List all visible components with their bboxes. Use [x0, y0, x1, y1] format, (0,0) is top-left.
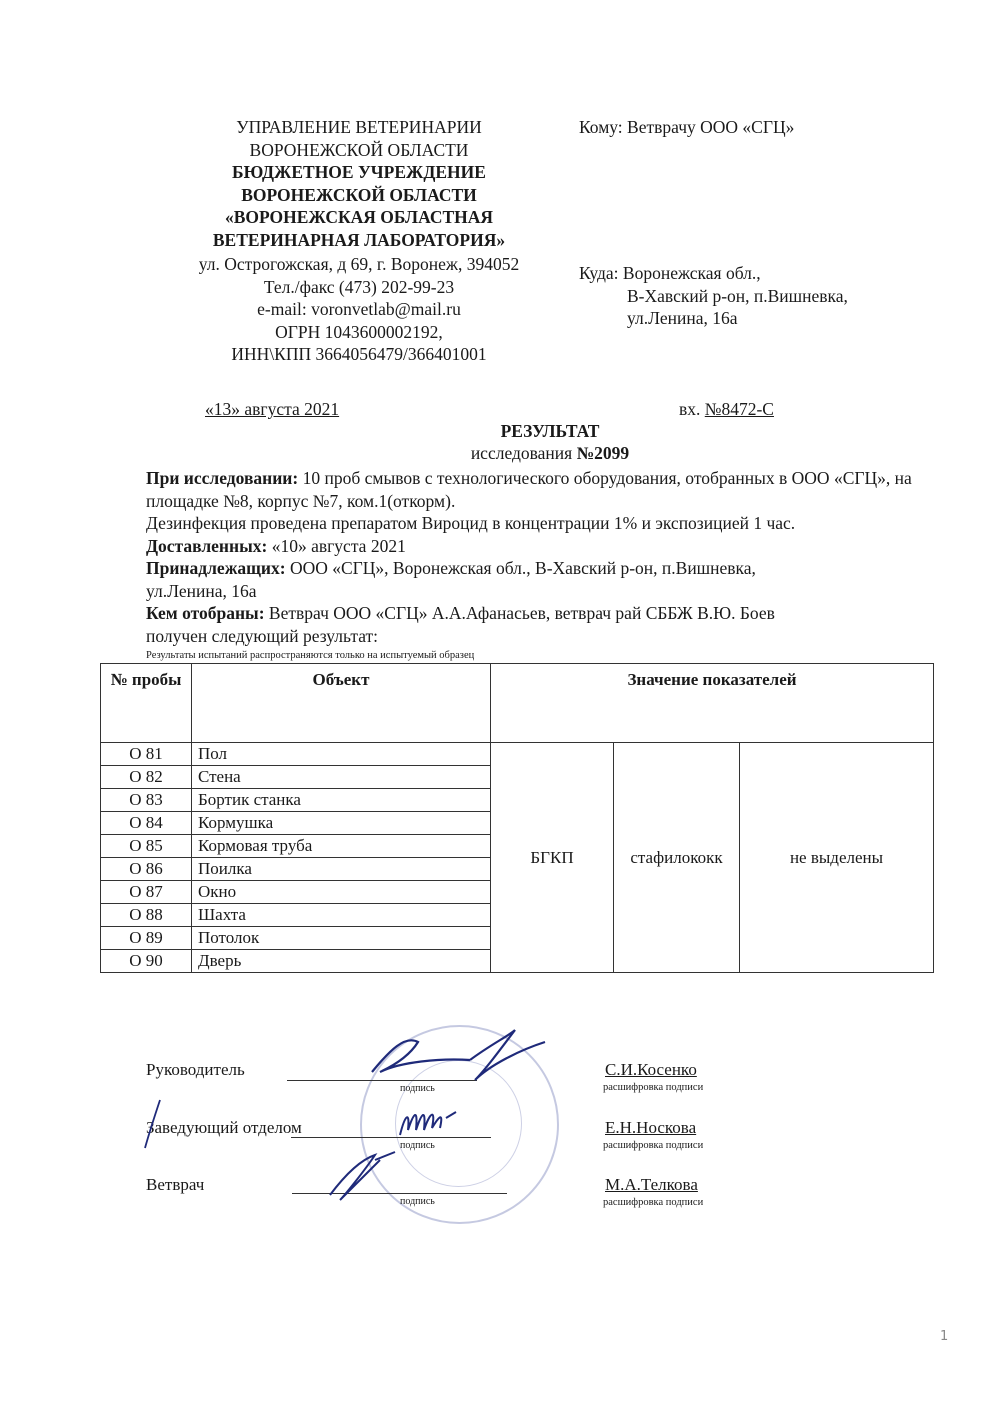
study-number: №2099 — [576, 443, 630, 463]
incoming-prefix: вх. — [679, 399, 705, 419]
sample-number-cell: О 82 — [101, 766, 192, 789]
org-line: ВЕТЕРИНАРНАЯ ЛАБОРАТОРИЯ» — [212, 229, 506, 250]
signature-role: Заведующий отделом — [146, 1118, 302, 1137]
document-title: РЕЗУЛЬТАТ — [500, 421, 600, 441]
subtitle-prefix: исследования — [470, 443, 577, 463]
recipient-where-line: Куда: Воронежская обл., — [579, 263, 761, 283]
signatory-name: С.И.Косенко — [605, 1060, 697, 1079]
header-object: Объект — [192, 664, 491, 743]
org-line: УПРАВЛЕНИЕ ВЕТЕРИНАРИИ — [236, 117, 482, 137]
result-intro: получен следующий результат: — [146, 625, 379, 646]
object-cell: Поилка — [192, 858, 491, 881]
incoming-number-value: №8472-С — [704, 399, 774, 419]
header-indicator-values: Значение показателей — [491, 664, 934, 743]
recipient-where-line: ул.Ленина, 16а — [627, 308, 738, 328]
indicator-result-cell: не выделены — [740, 743, 934, 973]
owner-label: Принадлежащих: — [146, 558, 286, 578]
sample-number-cell: О 90 — [101, 950, 192, 973]
org-line: БЮДЖЕТНОЕ УЧРЕЖДЕНИЕ — [232, 162, 486, 182]
signature-mark — [330, 1152, 395, 1200]
indicator-staphylococcus-cell: стафилококк — [614, 743, 740, 973]
signatory-name: Е.Н.Носкова — [605, 1118, 697, 1137]
document-date: «13» августа 2021 — [205, 399, 340, 419]
header-sample-number: № пробы — [101, 664, 192, 743]
org-ogrn: ОГРН 1043600002192, — [275, 321, 443, 342]
signature-role: Ветврач — [146, 1175, 205, 1194]
disinfection-paragraph: Дезинфекция проведена препаратом Вироцид в концентрации 1% и экспозицией 1 час. — [146, 513, 796, 533]
signatory-name: М.А.Телкова — [605, 1175, 698, 1194]
sample-number-cell: О 86 — [101, 858, 192, 881]
signature-decode-caption: расшифровка подписи — [603, 1140, 704, 1151]
signature-caption: подпись — [400, 1140, 435, 1151]
results-disclaimer: Результаты испытаний распространяются только на испытуемый образец — [146, 650, 475, 661]
object-cell: Кормовая труба — [192, 835, 491, 858]
signature-caption: подпись — [400, 1083, 435, 1094]
sampled-text: Ветврач ООО «СГЦ» А.А.Афанасьев, ветврач рай СББЖ В.Ю. Боев — [264, 603, 775, 623]
indicator-bgkp-cell: БГКП — [491, 743, 614, 973]
sample-number-cell: О 89 — [101, 927, 192, 950]
signature-mark — [400, 1112, 456, 1135]
signature-decode-caption: расшифровка подписи — [603, 1082, 704, 1093]
recipient-where-line: В-Хавский р-он, п.Вишневка, — [627, 285, 848, 306]
object-cell: Дверь — [192, 950, 491, 973]
org-email: e-mail: voronvetlab@mail.ru — [257, 299, 461, 319]
sample-number-cell: О 81 — [101, 743, 192, 766]
sample-number-cell: О 87 — [101, 881, 192, 904]
signature-mark — [372, 1030, 545, 1080]
org-address: ул. Острогожская, д 69, г. Воронеж, 394052 — [198, 254, 520, 274]
sample-number-cell: О 88 — [101, 904, 192, 927]
sampled-label: Кем отобраны: — [146, 603, 265, 623]
org-inn-kpp: ИНН\КПП 3664056479/366401001 — [231, 344, 487, 364]
page-number: 1 — [940, 1329, 949, 1344]
signature-role: Руководитель — [146, 1060, 245, 1079]
object-cell: Кормушка — [192, 812, 491, 835]
object-cell: Окно — [192, 881, 491, 904]
signature-mark — [145, 1100, 160, 1148]
recipient-to: Кому: Ветврачу ООО «СГЦ» — [579, 117, 795, 137]
signature-decode-caption: расшифровка подписи — [603, 1197, 704, 1208]
object-cell: Пол — [192, 743, 491, 766]
delivered-text: «10» августа 2021 — [267, 535, 406, 556]
object-cell: Бортик станка — [192, 789, 491, 812]
owner-text: ООО «СГЦ», Воронежская обл., В-Хавский р-он, п.Вишневка, ул.Ленина, 16а — [146, 558, 756, 601]
investigation-label: При исследовании: — [146, 468, 299, 488]
delivered-label: Доставленных: — [146, 535, 268, 556]
investigation-text: 10 проб смывов с технологического оборудования, отобранных в ООО «СГЦ», на площадке №8, корпус №7, ком.1(откорм). — [146, 468, 912, 511]
object-cell: Шахта — [192, 904, 491, 927]
sample-number-cell: О 84 — [101, 812, 192, 835]
org-line: «ВОРОНЕЖСКАЯ ОБЛАСТНАЯ — [224, 207, 494, 227]
object-cell: Стена — [192, 766, 491, 789]
org-line: ВОРОНЕЖСКОЙ ОБЛАСТИ — [241, 184, 477, 205]
sample-number-cell: О 85 — [101, 835, 192, 858]
object-cell: Потолок — [192, 927, 491, 950]
org-phone: Тел./факс (473) 202-99-23 — [263, 276, 455, 297]
org-line: ВОРОНЕЖСКОЙ ОБЛАСТИ — [249, 139, 469, 160]
sample-number-cell: О 83 — [101, 789, 192, 812]
signature-caption: подпись — [400, 1196, 435, 1207]
